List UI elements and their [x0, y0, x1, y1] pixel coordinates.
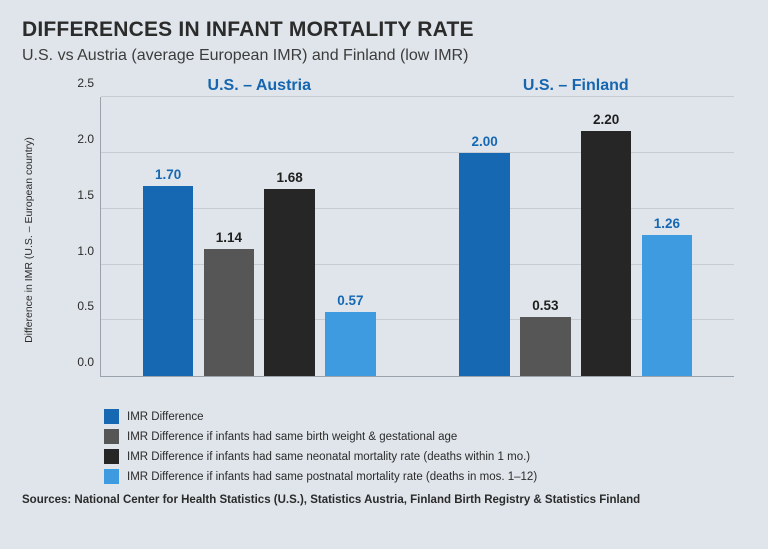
- page-subtitle: U.S. vs Austria (average European IMR) and Finland (low IMR): [22, 47, 469, 65]
- legend-item: [104, 469, 746, 484]
- legend-item: [104, 409, 746, 424]
- bar: [520, 297, 571, 376]
- legend-swatch: [104, 469, 119, 484]
- bar-value-label: 2.00: [471, 133, 498, 149]
- y-axis-tick-label: 0.5: [77, 299, 94, 314]
- y-axis-tick-label: 0.0: [77, 355, 94, 370]
- y-axis-tick-label: 2.0: [77, 131, 94, 146]
- y-axis-tick-label: 1.5: [77, 187, 94, 202]
- legend-swatch: [104, 449, 119, 464]
- chart-area: [22, 75, 744, 405]
- legend-swatch: [104, 409, 119, 424]
- bar: [642, 216, 693, 376]
- bar-value-label: 0.57: [337, 293, 364, 309]
- chart-legend: [104, 409, 746, 484]
- bar: [581, 111, 632, 377]
- plot-region: [77, 76, 734, 377]
- page-title: DIFFERENCES IN INFANT MORTALITY RATE: [22, 18, 474, 41]
- bar: [143, 167, 194, 376]
- group-label: U.S. – Austria: [207, 77, 311, 95]
- gridline: [77, 243, 734, 265]
- y-axis-label: Difference in IMR (U.S. – European country): [23, 137, 35, 343]
- y-axis-tick-label: 1.0: [77, 243, 94, 258]
- group-label: U.S. – Finland: [522, 77, 629, 95]
- bar-value-label: 1.70: [154, 167, 182, 183]
- y-axis-tick-label: 2.5: [77, 76, 94, 91]
- legend-item: [104, 429, 746, 444]
- legend-label: IMR Difference: [127, 410, 204, 423]
- bar-value-label: 0.53: [532, 297, 559, 313]
- bar-value-label: 1.68: [276, 169, 303, 185]
- bar: [264, 169, 315, 376]
- bar: [325, 293, 376, 376]
- bar: [204, 229, 255, 376]
- bar: [459, 133, 510, 376]
- legend-swatch: [104, 429, 119, 444]
- bar-value-label: 2.20: [592, 111, 620, 127]
- bar-value-label: 1.26: [653, 216, 681, 232]
- legend-label: IMR Difference if infants had same birth weight & gestational age: [127, 430, 458, 443]
- gridline: [77, 187, 734, 209]
- legend-label: IMR Difference if infants had same neonatal mortality rate (deaths within 1 mo.): [127, 450, 531, 463]
- source-note: Sources: National Center for Health Statistics (U.S.), Statistics Austria, Finland Birth Registry & Statistics Finland: [22, 494, 641, 507]
- legend-item: [104, 449, 746, 464]
- legend-label: IMR Difference if infants had same postnatal mortality rate (deaths in mos. 1–12): [127, 470, 538, 483]
- gridline: [77, 355, 734, 376]
- bar-value-label: 1.14: [215, 229, 242, 245]
